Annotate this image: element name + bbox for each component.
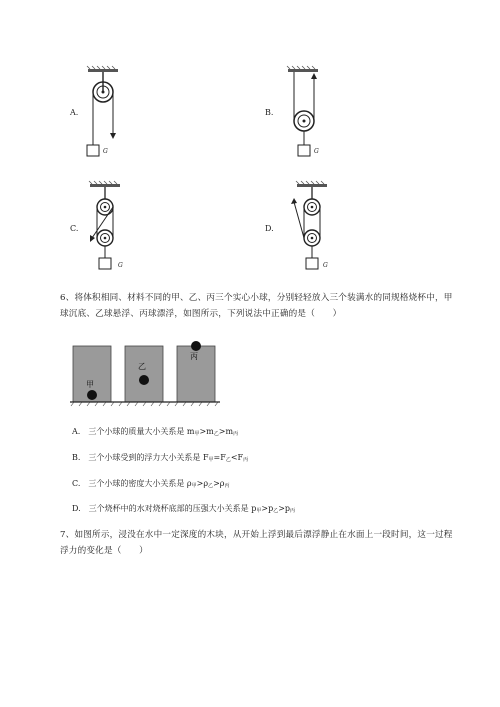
question-7-line-1: 7、如图所示，浸没在水中一定深度的木块，从开始上浮到最后漂浮静止在水面上一段时间，这一过程 <box>60 530 453 540</box>
option-d-label[interactable]: D. <box>265 224 274 233</box>
ball-bing <box>191 341 201 351</box>
pulley-diagram-d <box>282 180 337 275</box>
question-6-text <box>60 290 480 322</box>
ball-label-jia: 甲 <box>86 380 94 389</box>
option-b-label[interactable]: B. <box>265 108 274 117</box>
pulley-diagram-c <box>80 180 135 275</box>
question-6-line-1: 6、将体积相同、材料不同的甲、乙、丙三个实心小球，分别轻轻放入三个装满水的同规格烧杯中，甲 <box>60 293 453 303</box>
weight-label-a: G <box>103 148 108 155</box>
weight-label-c: G <box>118 262 123 269</box>
question-6-line-2: 球沉底、乙球悬浮、丙球漂浮，如图所示，下列说法中正确的是（ ） <box>60 309 342 319</box>
beakers-figure <box>70 338 220 408</box>
ball-jia <box>87 390 97 400</box>
option-c-label[interactable]: C. <box>70 224 79 233</box>
question-6-option-d[interactable]: D. 三个烧杯中的水对烧杯底部的压强大小关系是 $p_甲>p_乙>p_丙$ <box>72 504 296 514</box>
question-6-option-a[interactable]: A. 三个小球的质量大小关系是 $m_甲>m_乙>m_丙$ <box>72 427 239 437</box>
weight-label-b: G <box>314 148 319 155</box>
option-a-label[interactable]: A. <box>70 108 79 117</box>
ball-yi <box>139 375 149 385</box>
pulley-diagram-b <box>280 65 330 165</box>
weight-label-d: G <box>323 262 328 269</box>
question-7-text <box>60 527 480 559</box>
question-7-line-2: 浮力的变化是（ ） <box>60 546 148 556</box>
ball-label-yi: 乙 <box>138 362 146 371</box>
ball-label-bing: 丙 <box>190 352 198 361</box>
question-6-option-c[interactable]: C. 三个小球的密度大小关系是 $\rho_甲>\rho_乙>\rho_丙$ <box>72 479 230 489</box>
question-6-option-b[interactable]: B. 三个小球受到的浮力大小关系是 $F_甲=F_乙<F_丙$ <box>72 453 249 463</box>
